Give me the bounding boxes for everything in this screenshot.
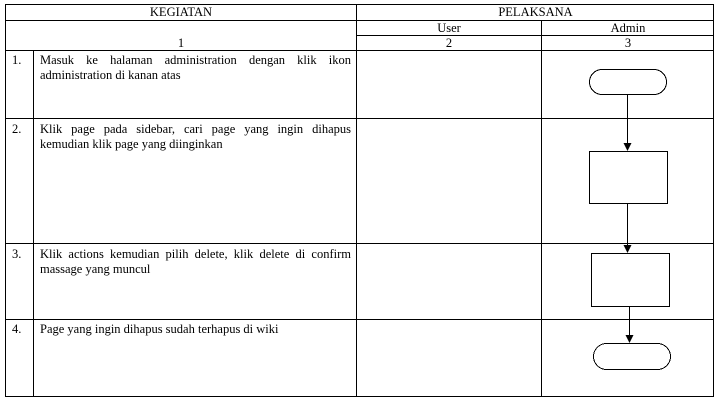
row-2-number: 2. bbox=[12, 122, 22, 136]
header-pelaksana: PELAKSANA bbox=[498, 5, 573, 19]
process-box-select-page bbox=[590, 152, 668, 204]
row-4-number: 4. bbox=[12, 322, 22, 336]
column-number-1: 1 bbox=[177, 36, 185, 50]
column-number-2: 2 bbox=[445, 36, 453, 50]
row-2-activity: Klik page pada sidebar, cari page yang ingin dihapus kemudian klik page yang diinginkan bbox=[40, 122, 351, 151]
start-terminator bbox=[590, 70, 667, 95]
header-admin: Admin bbox=[610, 21, 646, 35]
process-box-delete bbox=[592, 254, 670, 307]
row-1-number: 1. bbox=[12, 53, 22, 67]
column-number-3: 3 bbox=[624, 36, 632, 50]
header-user: User bbox=[437, 21, 461, 35]
header-kegiatan: KEGIATAN bbox=[149, 5, 213, 19]
row-3-activity: Klik actions kemudian pilih delete, klik delete di confirm massage yang muncul bbox=[40, 247, 351, 276]
row-4-activity: Page yang ingin dihapus sudah terhapus di wiki bbox=[40, 322, 279, 336]
end-terminator bbox=[594, 344, 671, 370]
row-1-activity: Masuk ke halaman administration dengan klik ikon administration di kanan atas bbox=[40, 53, 351, 82]
row-3-number: 3. bbox=[12, 247, 22, 261]
